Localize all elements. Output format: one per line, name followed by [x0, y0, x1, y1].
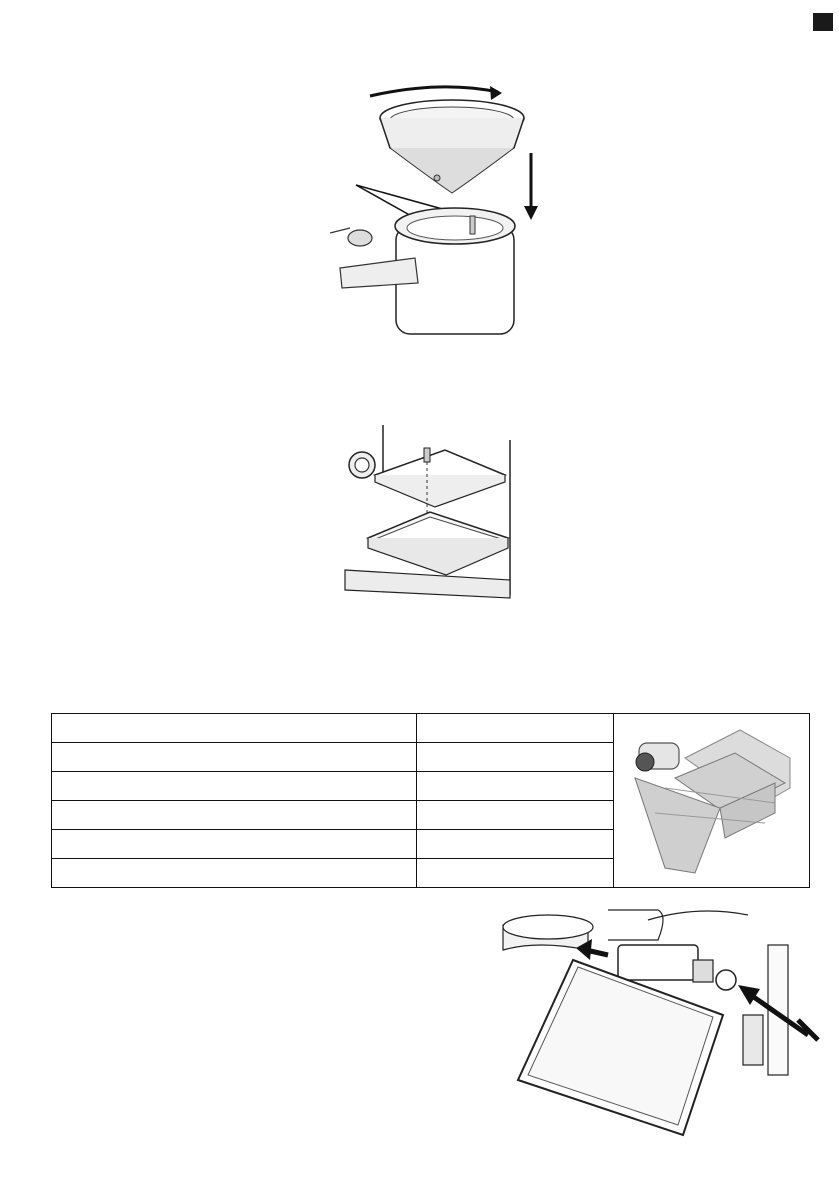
table-cell [52, 859, 417, 888]
table-cell [52, 801, 417, 830]
table-cell [52, 830, 417, 859]
tipping-tray-illustration [340, 420, 530, 600]
table-cell [417, 743, 614, 772]
table-cell [52, 772, 417, 801]
rotate-arrow-icon [370, 87, 498, 96]
section-marker [813, 13, 833, 31]
rain-gauge-funnel-illustration [330, 78, 545, 348]
table-cell [417, 859, 614, 888]
table-cell [417, 772, 614, 801]
table-cell [417, 801, 614, 830]
tipping-bucket-illustration [625, 718, 805, 878]
table-cell [52, 714, 417, 743]
bucket-mount-illustration [498, 905, 826, 1140]
table-cell [417, 830, 614, 859]
table-cell [417, 714, 614, 743]
table-cell [52, 743, 417, 772]
